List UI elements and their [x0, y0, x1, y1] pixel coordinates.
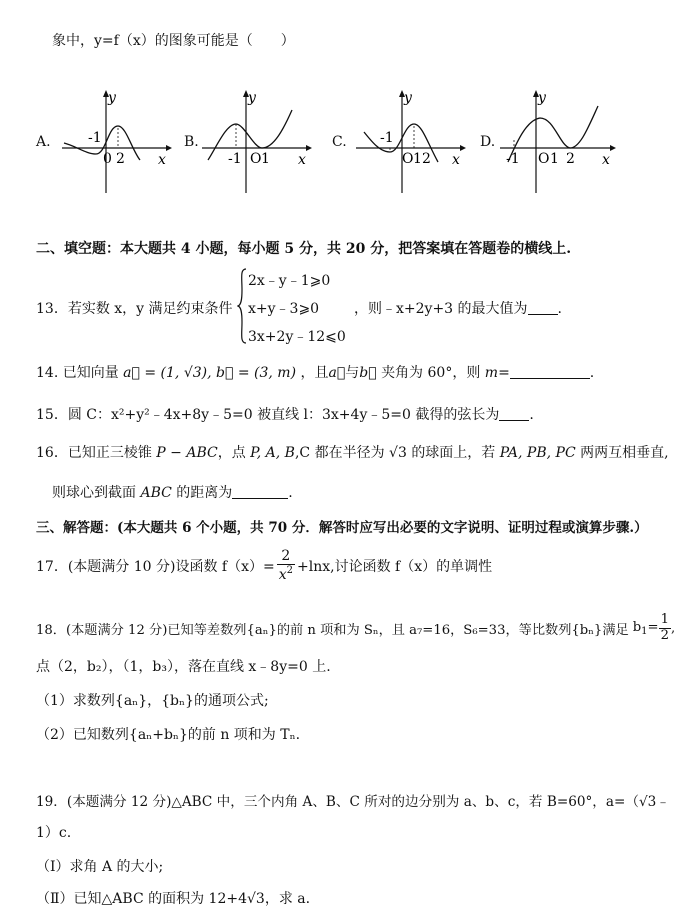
q13-suffix: ，则﹣x+2y+3 的最大值为 — [354, 301, 528, 317]
y-axis-label: y — [538, 90, 546, 106]
q18-part2: （2）已知数列{aₙ+bₙ}的前 n 项和为 Tₙ. — [36, 727, 301, 743]
vector-a-expr: a⃗ = (1, √3), b⃗ = (3, m) — [123, 365, 297, 381]
x-axis-label: x — [158, 152, 166, 168]
q16-text: 的球面上，若 — [411, 445, 496, 461]
q17-num: 2 — [277, 549, 295, 565]
q18-b1-eq: = — [647, 619, 659, 635]
y-axis-label: y — [404, 90, 412, 106]
q19-part2: （Ⅱ）已知△ABC 的面积为 12+4√3，求 a. — [36, 891, 311, 907]
y-axis-label: y — [108, 90, 116, 106]
q16-points: P, A, B — [250, 445, 295, 461]
q13-constraint-3: 3x+2y﹣12⩽0 — [248, 329, 346, 345]
q14-m: m — [484, 365, 499, 381]
choice-b-graph[interactable] — [202, 88, 312, 196]
section3-heading: 三、解答题：(本大题共 6 个小题，共 70 分．解答时应写出必要的文字说明、证明过程或演算步骤.） — [36, 520, 648, 536]
q14-line: 14. 已知向量 a⃗ = (1, √3), b⃗ = (3, m) ，且a⃗与b⃗ 夹角为 60°，则 m= . — [36, 365, 595, 381]
q17-suffix: +lnx,讨论函数 f（x）的单调性 — [297, 559, 493, 575]
q16-line2: 则球心到截面 ABC 的距离为 . — [52, 485, 293, 501]
x-axis-label: x — [452, 152, 460, 168]
q15-answer-blank[interactable] — [499, 408, 529, 421]
q19-line2: 1）c. — [36, 825, 72, 841]
tick-label: O — [250, 151, 262, 167]
q14-mid: ，且 — [300, 365, 329, 381]
q15-text: 15．圆 C：x²+y²﹣4x+8y﹣5=0 被直线 l：3x+4y﹣5=0 截得的弦长为 — [36, 407, 500, 423]
tick-label: 1 — [413, 151, 422, 167]
q16-perp: PA, PB, PC — [499, 445, 576, 461]
vector-b: b⃗ — [359, 365, 377, 381]
tick-label: O — [538, 151, 550, 167]
q16-text: 则球心到截面 — [52, 485, 136, 501]
x-axis-label: x — [602, 152, 610, 168]
q13-answer-blank[interactable] — [528, 302, 558, 315]
q18-b1-num: 1 — [660, 611, 669, 627]
q16-text: ，点 — [217, 445, 246, 461]
q18-b1 — [633, 620, 659, 637]
tick-label: -1 — [228, 151, 242, 167]
q13-constraint-2: x+y﹣3⩾0 — [248, 301, 320, 317]
q18-b1-sub: 1 — [641, 625, 648, 637]
tick-label: -1 — [506, 151, 520, 167]
q16-text: 16．已知正三棱锥 — [36, 445, 152, 461]
q16-text: 的距离为 — [176, 485, 233, 501]
y-axis-label: y — [248, 90, 256, 106]
q18-b1-fraction — [659, 613, 671, 643]
tick-label: 1 — [261, 151, 270, 167]
q16-pabc: P − ABC — [156, 445, 218, 461]
q13-suffix-line: ，则﹣x+2y+3 的最大值为 . — [354, 301, 562, 317]
q16-answer-blank[interactable] — [232, 486, 288, 499]
x-axis-label: x — [298, 152, 306, 168]
q18-part1: （1）求数列{aₙ}，{bₙ}的通项公式; — [36, 693, 269, 709]
q17-prefix: 17．(本题满分 10 分)设函数 f（x）= — [36, 559, 275, 575]
tick-label: 2 — [116, 151, 125, 167]
tick-label: 2 — [566, 151, 575, 167]
intro-line: 象中，y=f（x）的图象可能是（ ） — [52, 33, 295, 49]
tick-label: 1 — [550, 151, 559, 167]
choice-a-graph[interactable] — [62, 88, 172, 196]
tick-label: -1 — [380, 130, 394, 146]
section2-heading: 二、填空题：本大题共 4 小题，每小题 5 分，共 20 分，把答案填在答题卷的横线上. — [36, 241, 572, 257]
tick-label: -1 — [88, 130, 102, 146]
q18-b1-end: , — [670, 620, 676, 636]
choice-d-graph[interactable] — [500, 88, 616, 196]
tick-label: 0 — [103, 151, 112, 167]
q18-line1 — [36, 608, 675, 648]
q17-fraction — [277, 549, 295, 584]
q18-text: 18．(本题满分 12 分)已知等差数列{aₙ}的前 n 项和为 Sₙ，且 a₇=16，S₆=33，等比数列{bₙ}满足 — [36, 622, 629, 638]
q13-constraint-1: 2x﹣y﹣1⩾0 — [248, 273, 331, 289]
choice-c-graph[interactable] — [356, 88, 466, 196]
q15-line: 15．圆 C：x²+y²﹣4x+8y﹣5=0 被直线 l：3x+4y﹣5=0 截得的弦长为 . — [36, 407, 534, 423]
q18-b1-lhs: b — [632, 619, 642, 635]
q19-line1: 19．(本题满分 12 分)△ABC 中，三个内角 A、B、C 所对的边分别为 a、b、c，若 B=60°，a=（√3﹣ — [36, 794, 670, 810]
q17-den-var: x — [278, 567, 287, 583]
q13-prefix: 13．若实数 x，y 满足约束条件 — [36, 301, 233, 317]
q19-part1: （Ⅰ）求角 A 的大小; — [36, 859, 164, 875]
choice-b-label[interactable]: B. — [184, 134, 199, 150]
q17-den-exp: 2 — [286, 565, 293, 576]
tick-label: O — [402, 151, 414, 167]
q13-brace — [237, 268, 247, 344]
choice-d-label[interactable]: D. — [480, 134, 496, 150]
q17-line — [36, 546, 492, 586]
curve — [64, 126, 140, 160]
choice-a-label[interactable]: A. — [36, 134, 51, 150]
q14-prefix: 14. 已知向量 — [36, 365, 119, 381]
q18-line2: 点（2，b₂），（1，b₃），落在直线 x﹣8y=0 上. — [36, 659, 331, 675]
q14-eq: = — [498, 365, 510, 381]
q16-line1 — [36, 442, 669, 462]
q16-text: 两两互相垂直, — [580, 445, 669, 461]
q16-radius: √3 — [389, 445, 407, 461]
tick-label: 2 — [422, 151, 431, 167]
q14-angle: 夹角为 60°，则 — [381, 365, 481, 381]
choice-c-label[interactable]: C. — [332, 134, 347, 150]
q16-text: ,C 都在半径为 — [294, 445, 385, 461]
vector-a-b: a⃗ — [328, 365, 346, 381]
q18-b1-den: 2 — [660, 627, 669, 643]
q14-answer-blank[interactable] — [510, 366, 590, 379]
q16-abc: ABC — [140, 485, 172, 501]
